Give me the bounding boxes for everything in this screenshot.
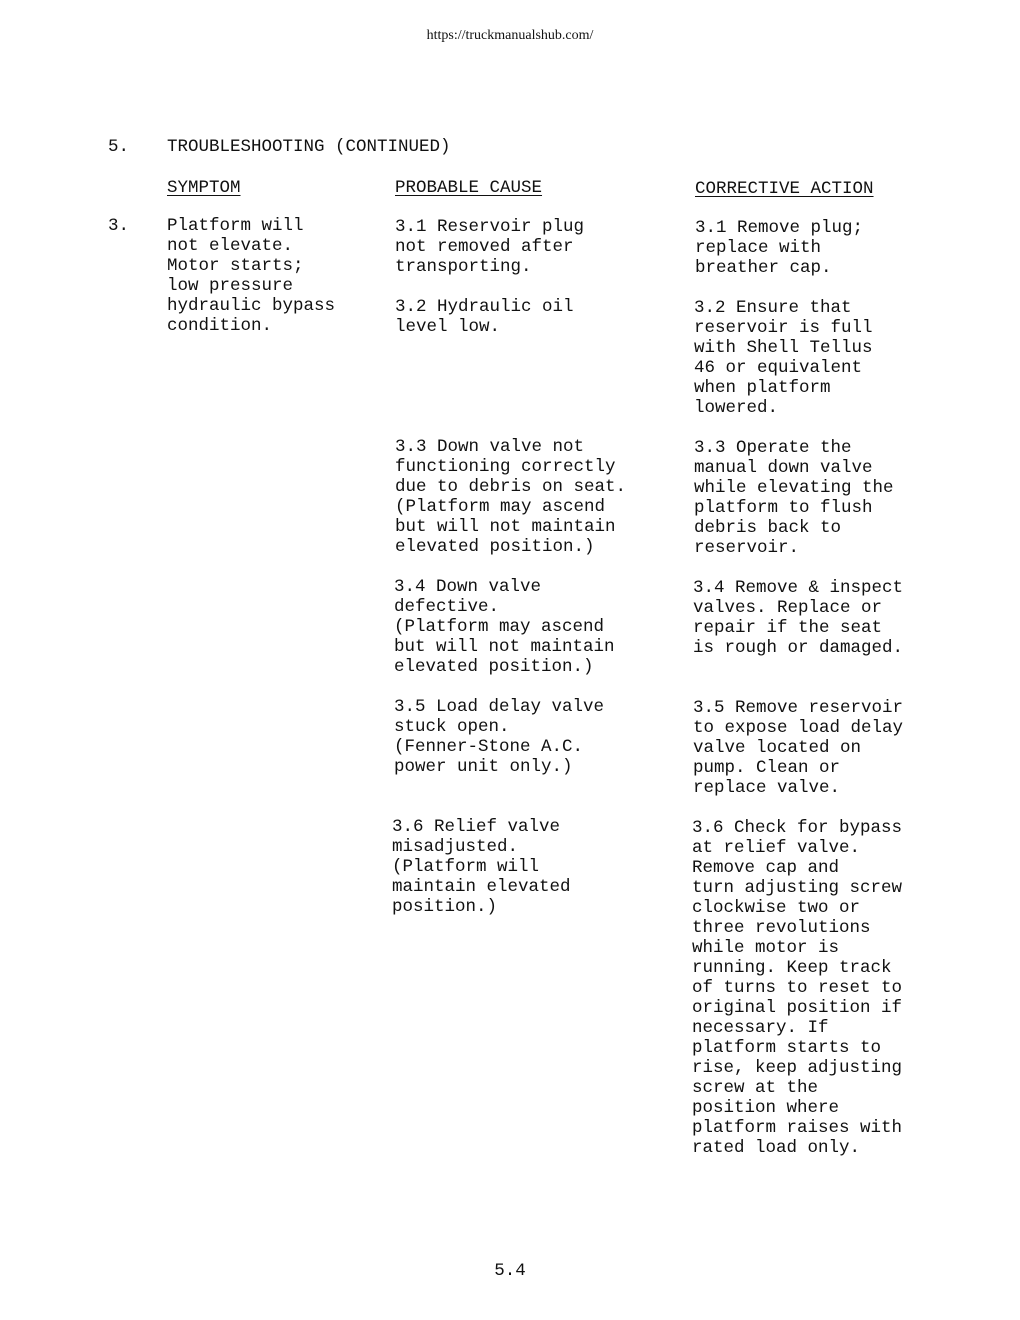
- header-probable-cause: PROBABLE CAUSE: [395, 178, 543, 198]
- action-3-1: 3.1 Remove plug; replace with breather cap.: [695, 218, 864, 278]
- page-number: 5.4: [494, 1261, 526, 1281]
- header-corrective-action: CORRECTIVE ACTION: [695, 179, 874, 199]
- cause-3-2: 3.2 Hydraulic oil level low.: [395, 297, 574, 337]
- action-3-3: 3.3 Operate the manual down valve while elevating the platform to flush debris back to reservoir.: [694, 438, 894, 558]
- action-3-2: 3.2 Ensure that reservoir is full with Shell Tellus 46 or equivalent when platform lowered.: [694, 298, 873, 418]
- cause-3-5: 3.5 Load delay valve stuck open. (Fenner-Stone A.C. power unit only.): [394, 697, 605, 777]
- cause-3-6: 3.6 Relief valve misadjusted. (Platform will maintain elevated position.): [392, 817, 571, 917]
- item-symptom: Platform will not elevate. Motor starts; low pressure hydraulic bypass condition.: [167, 216, 336, 336]
- cause-3-3: 3.3 Down valve not functioning correctly due to debris on seat. (Platform may ascend but will not maintain elevated position.): [395, 437, 627, 557]
- cause-3-1: 3.1 Reservoir plug not removed after transporting.: [395, 217, 585, 277]
- action-3-6: 3.6 Check for bypass at relief valve. Remove cap and turn adjusting screw clockwise two or three revolutions while motor is running. Keep track of turns to reset to original position if necessary. If platform starts to rise, keep adjusting screw at the position where platform raises with rated load only.: [692, 818, 903, 1158]
- source-url: https://truckmanualshub.com/: [426, 28, 594, 43]
- action-3-5: 3.5 Remove reservoir to expose load delay valve located on pump. Clean or replace valve.: [693, 698, 904, 798]
- header-symptom: SYMPTOM: [167, 178, 241, 198]
- item-number: 3.: [108, 216, 130, 236]
- cause-3-4: 3.4 Down valve defective. (Platform may ascend but will not maintain elevated position.): [394, 577, 615, 677]
- section-number: 5.: [108, 137, 130, 157]
- section-title: TROUBLESHOOTING (CONTINUED): [167, 137, 451, 157]
- action-3-4: 3.4 Remove & inspect valves. Replace or repair if the seat is rough or damaged.: [693, 578, 904, 658]
